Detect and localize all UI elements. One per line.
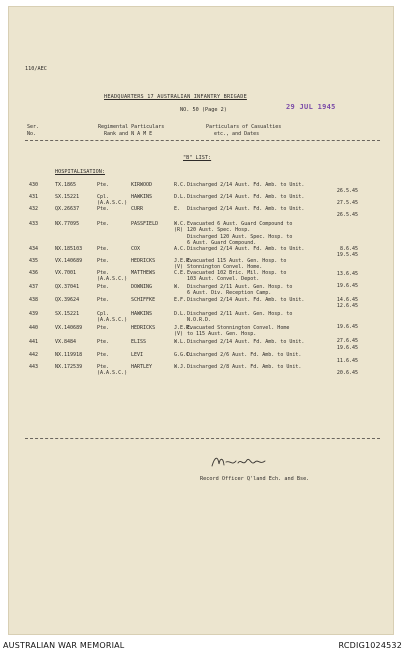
entry-name: MATTHEWS	[131, 270, 156, 276]
entry-corps: (A.A.S.C.)	[97, 200, 128, 207]
entry-army-number: SX.15221	[55, 194, 80, 200]
entry-army-number: VX.140689	[55, 258, 83, 264]
entry-rank: Pte.	[97, 246, 110, 252]
entry-initials: C.E.	[174, 270, 187, 276]
entry-serial: 431	[29, 194, 39, 200]
entry-initials: J.E.R.	[174, 325, 193, 331]
entry-date: 11.6.45	[336, 358, 358, 365]
entry-initials: W.J.	[174, 364, 187, 370]
entry-particulars-line: Discharged 2/14 Aust. Fd. Amb. to Unit.	[187, 194, 305, 200]
entry-initials: E.F.	[174, 297, 187, 303]
entry-army-number: VX.8484	[55, 339, 77, 345]
entry-initials: W.C.	[174, 221, 187, 227]
entry-particulars-line: Discharged 2/14 Aust. Fd. Amb. to Unit.	[187, 297, 305, 303]
entry-army-number: NX.185103	[55, 246, 83, 252]
entry-rank: Pte.	[97, 221, 110, 227]
date-stamp: 29 JUL 1945	[286, 103, 336, 111]
entry-name: PASSFIELD	[131, 221, 159, 227]
entry-serial: 436	[29, 270, 39, 276]
entry-particulars-line: Evacuated 115 Aust. Gen. Hosp. to	[187, 258, 287, 264]
entry-initials: R.C.	[174, 182, 187, 188]
entry-serial: 435	[29, 258, 39, 264]
entry-particulars-line: Discharged 120 Aust. Spec. Hosp. to	[187, 233, 293, 240]
entry-particulars-line: 6 Aust. Guard Compound.	[187, 239, 257, 246]
entry-rank: Pte.	[97, 297, 110, 303]
entry-date: 26.5.45	[336, 188, 358, 195]
entry-serial: 432	[29, 206, 39, 212]
entry-corps: (A.A.S.C.)	[97, 370, 128, 377]
entry-serial: 439	[29, 311, 39, 317]
entry-date: 19.5.45	[336, 252, 358, 259]
entry-army-number: TX.1865	[55, 182, 77, 188]
entry-initials: W.L.	[174, 339, 187, 345]
entry-serial: 430	[29, 182, 39, 188]
subsection-title: HOSPITALISATION:	[55, 169, 105, 175]
entry-army-number: QX.26637	[55, 206, 80, 212]
entry-name: HARTLEY	[131, 364, 153, 370]
entry-initials: J.E.R.	[174, 258, 193, 264]
entry-rank: Pte.	[97, 325, 110, 331]
entry-particulars-line: 6 Aust. Div. Reception Camp.	[187, 290, 272, 297]
entry-date: 20.6.45	[336, 370, 358, 377]
column-header-casualties: Particulars of Casualties etc., and Dates	[206, 124, 282, 137]
entry-serial: 441	[29, 339, 39, 345]
entry-name: DOWNING	[131, 284, 153, 290]
document-reference: 110/AEC	[25, 66, 47, 72]
entry-rank: Cpl.	[97, 194, 110, 200]
footer-divider	[25, 438, 380, 439]
entry-name: KIRWOOD	[131, 182, 153, 188]
entry-initials: E.	[174, 206, 181, 212]
entry-serial: 433	[29, 221, 39, 227]
entry-name: LEVI	[131, 352, 144, 358]
entry-army-number: QX.39624	[55, 297, 80, 303]
column-header-ser-no: Ser. No.	[27, 124, 40, 137]
entry-army-number: SX.15221	[55, 311, 80, 317]
entry-state-code: (V)	[174, 331, 184, 338]
footer-source: AUSTRALIAN WAR MEMORIAL	[3, 641, 125, 650]
entry-rank: Pte.	[97, 206, 110, 212]
entry-serial: 438	[29, 297, 39, 303]
entry-particulars-line: Stonnington Convel. Home.	[187, 264, 263, 271]
entry-army-number: VX.140689	[55, 325, 83, 331]
entry-date: 27.6.45	[336, 337, 358, 344]
entry-army-number: NX.119918	[55, 352, 83, 358]
entry-serial: 434	[29, 246, 39, 252]
entry-date: 13.6.45	[336, 270, 358, 277]
entry-corps: (A.A.S.C.)	[97, 317, 128, 324]
entry-army-number: NX.77095	[55, 221, 80, 227]
entry-army-number: NX.172539	[55, 364, 83, 370]
entry-serial: 443	[29, 364, 39, 370]
entry-name: SCHIFFKE	[131, 297, 156, 303]
entry-name: HAWKINS	[131, 311, 153, 317]
entry-rank: Pte.	[97, 364, 110, 370]
entry-particulars-line: Discharged 2/14 Aust. Fd. Amb. to Unit.	[187, 246, 305, 252]
entry-name: COX	[131, 246, 141, 252]
entry-particulars-line: 120 Aust. Spec. Hosp.	[187, 227, 251, 234]
entry-state-code: (V)	[174, 264, 184, 271]
entry-serial: 437	[29, 284, 39, 290]
entry-rank: Pte.	[97, 182, 110, 188]
entry-rank: Cpl.	[97, 311, 110, 317]
entry-particulars-line: Discharged 2/14 Aust. Fd. Amb. to Unit.	[187, 182, 305, 188]
entry-particulars-line: Evacuated 102 Bric. Mil. Hosp. to	[187, 270, 287, 276]
column-header-regimental: Regimental Particulars Rank and N A M E	[98, 124, 165, 137]
entry-army-number: VX.7001	[55, 270, 77, 276]
entry-rank: Pte.	[97, 270, 110, 276]
entry-particulars-line: Evacuated Stonnington Convel. Home	[187, 325, 290, 331]
entry-particulars-line: Discharged 2/8 Aust. Fd. Amb. to Unit.	[187, 364, 302, 370]
entry-particulars-line: to 115 Aust. Gen. Hosp.	[187, 331, 257, 338]
entry-state-code: (R)	[174, 227, 184, 234]
section-title: "B" LIST:	[183, 155, 212, 161]
entry-serial: 440	[29, 325, 39, 331]
entry-rank: Pte.	[97, 284, 110, 290]
entry-date: 26.5.45	[336, 212, 358, 219]
entry-initials: W.	[174, 284, 181, 290]
entry-particulars-line: Discharged 2/14 Aust. Fd. Amb. to Unit.	[187, 339, 305, 345]
footer-bar	[0, 637, 405, 653]
entry-initials: D.L.	[174, 194, 187, 200]
handwritten-signature	[210, 454, 270, 470]
entry-serial: 442	[29, 352, 39, 358]
entry-particulars-line: Discharged 2/11 Aust. Gen. Hosp. to	[187, 311, 293, 317]
signature-title: Record Officer Q'land Ech. and Bse.	[200, 476, 310, 482]
entry-initials: A.C.	[174, 246, 187, 252]
routine-order-number: NO. 50 (Page 2)	[180, 107, 227, 113]
entry-army-number: QX.37041	[55, 284, 80, 290]
entry-date: 8.6.45	[339, 246, 358, 253]
entry-particulars-line: Discharged 2/11 Aust. Gen. Hosp. to	[187, 284, 293, 290]
entry-particulars-line: Evacuated 6 Aust. Guard Compound to	[187, 221, 293, 227]
entry-date: 12.6.45	[336, 303, 358, 310]
entry-particulars-line: 103 Aust. Convel. Depot.	[187, 276, 260, 283]
entry-rank: Pte.	[97, 352, 110, 358]
entry-particulars-line: N.O.R.D.	[187, 317, 212, 324]
entry-date: 19.6.45	[336, 345, 358, 352]
entry-date: 19.6.45	[336, 282, 358, 289]
entry-rank: Pte.	[97, 339, 110, 345]
header-divider	[25, 140, 380, 141]
headquarters-heading: HEADQUARTERS 17 AUSTRALIAN INFANTRY BRIGADE	[104, 94, 247, 100]
entry-name: HEDRICKS	[131, 258, 156, 264]
entry-name: CURR	[131, 206, 144, 212]
entry-name: HAWKINS	[131, 194, 153, 200]
entry-name: HEDRICKS	[131, 325, 156, 331]
entry-initials: D.L.	[174, 311, 187, 317]
footer-record-id: RCDIG1024532	[338, 641, 402, 650]
entry-date: 19.6.45	[336, 323, 358, 330]
entry-particulars-line: Discharged 2/14 Aust. Fd. Amb. to Unit.	[187, 206, 305, 212]
entry-initials: G.G.C.	[174, 352, 193, 358]
entry-rank: Pte.	[97, 258, 110, 264]
entry-date: 27.5.45	[336, 200, 358, 207]
entry-date: 14.6.45	[336, 296, 358, 303]
entry-particulars-line: Discharged 2/6 Aust. Fd. Amb. to Unit.	[187, 352, 302, 358]
entry-corps: (A.A.S.C.)	[97, 276, 128, 283]
entry-name: ELISS	[131, 339, 147, 345]
